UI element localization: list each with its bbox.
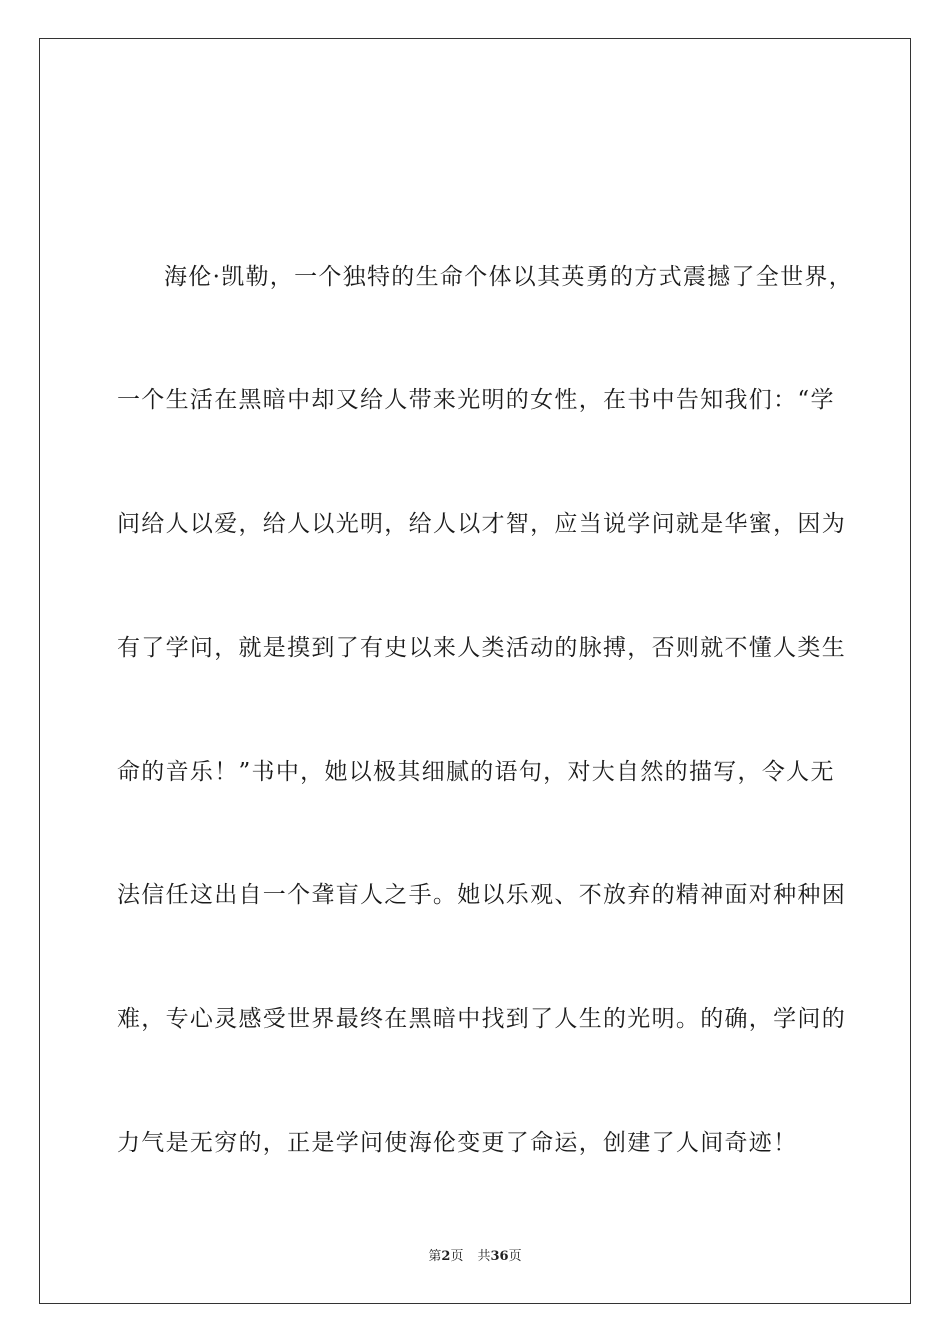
page-number: 2	[441, 1249, 451, 1264]
text-line-8: 力气是无穷的，正是学问使海伦变更了命运，创建了人间奇迹！	[117, 1130, 798, 1156]
total-pages: 36	[490, 1249, 509, 1264]
total-pages-prefix: 共	[477, 1249, 491, 1264]
text-line-3: 问给人以爱，给人以光明，给人以才智，应当说学问就是华蜜，因为	[117, 511, 846, 537]
page-footer	[0, 1248, 950, 1266]
text-line-5: 命的音乐！”书中，她以极其细腻的语句，对大自然的描写，令人无	[117, 759, 835, 785]
text-line-1: 海伦·凯勒，一个独特的生命个体以其英勇的方式震撼了全世界，	[164, 264, 854, 290]
text-line-4: 有了学问，就是摸到了有史以来人类活动的脉搏，否则就不懂人类生	[117, 635, 846, 661]
page-border	[39, 38, 911, 1304]
page-number-prefix: 第	[428, 1249, 442, 1264]
text-line-2: 一个生活在黑暗中却又给人带来光明的女性，在书中告知我们：“学	[117, 387, 835, 413]
text-line-7: 难，专心灵感受世界最终在黑暗中找到了人生的光明。的确，学问的	[117, 1006, 846, 1032]
total-pages-suffix: 页	[508, 1249, 522, 1264]
text-line-6: 法信任这出自一个聋盲人之手。她以乐观、不放弃的精神面对种种困	[117, 882, 846, 908]
page-number-suffix: 页	[450, 1249, 464, 1264]
